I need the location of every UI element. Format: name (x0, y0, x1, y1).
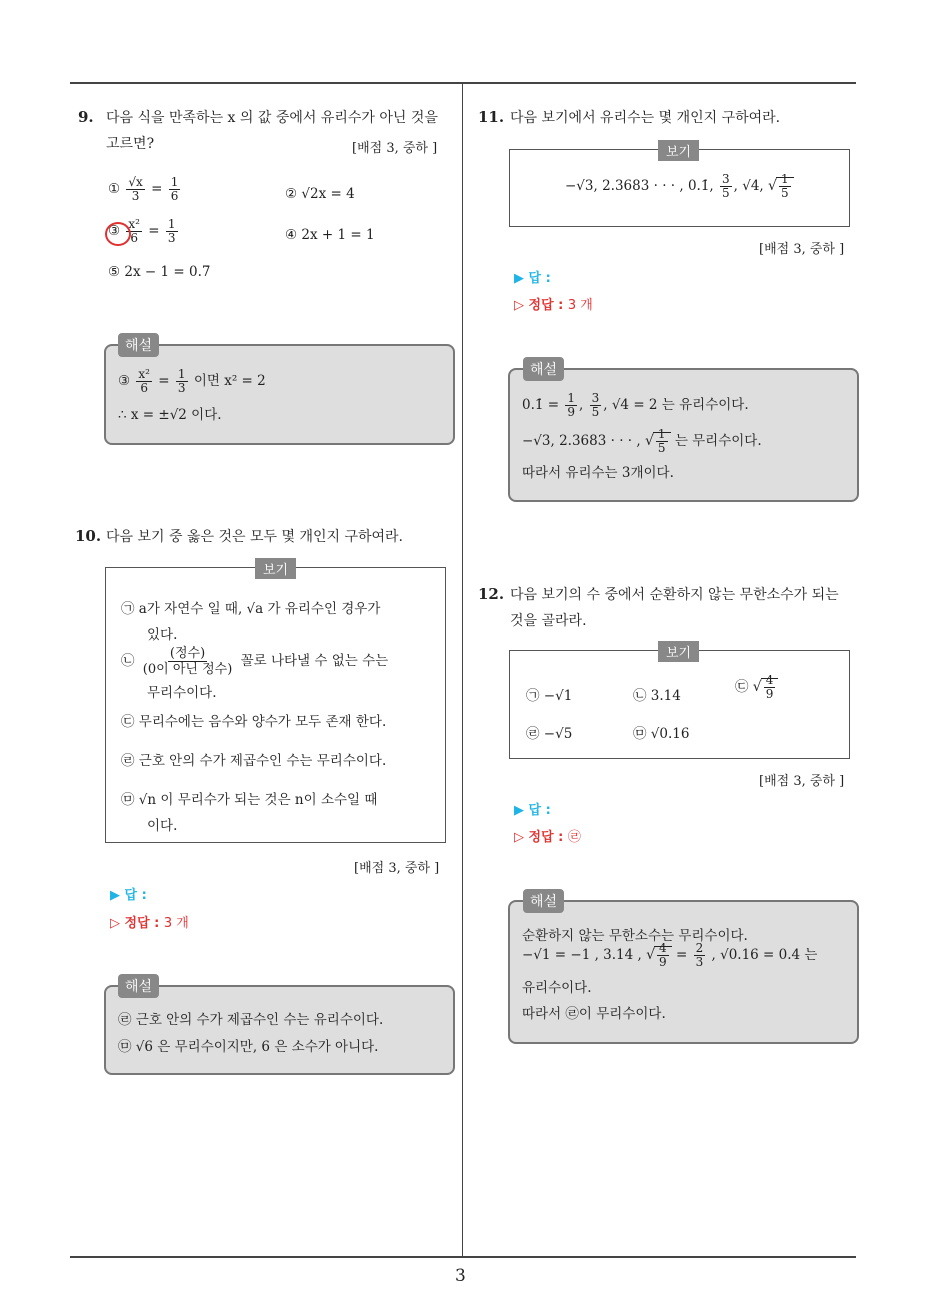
answer-circle-icon (105, 222, 131, 246)
q12-solution-line1: 순환하지 않는 무한소수는 무리수이다. (522, 928, 748, 944)
q10-number: 10. (75, 527, 102, 545)
q12-item-d: ㉣ −√5 (526, 726, 573, 742)
q12-bogi-label: 보기 (658, 641, 699, 662)
q10-bogi-label: 보기 (255, 558, 296, 579)
q9-solution-line2: ∴ x = ±√2 이다. (118, 407, 222, 423)
q11-answer-label: ▶ 답 : (514, 271, 551, 286)
q9-option-4[interactable]: ④ 2x + 1 = 1 (285, 227, 375, 243)
q11-solution-line3: 따라서 유리수는 3개이다. (522, 465, 674, 481)
q9-option-3-mark: ③ (108, 223, 121, 239)
q9-solution-label: 해설 (118, 333, 159, 357)
page-number: 3 (455, 1266, 466, 1286)
q12-correct: ▷ 정답 : ㉣ (514, 830, 581, 845)
q11-score: [배점 3, 중하 ] (759, 242, 845, 257)
q9-option-2[interactable]: ② √2x = 4 (285, 186, 355, 202)
q10-score: [배점 3, 중하 ] (354, 861, 440, 876)
q12-solution-label: 해설 (523, 889, 564, 913)
q11-number: 11. (478, 108, 505, 126)
q10-item-a-cont: 있다. (147, 627, 178, 643)
q10-item-c: ㉢ 무리수에는 음수와 양수가 모두 존재 한다. (121, 714, 387, 730)
q12-solution-line3: 유리수이다. (522, 980, 592, 996)
q12-answer-label: ▶ 답 : (514, 803, 551, 818)
q12-solution-line4: 따라서 ㉣이 무리수이다. (522, 1006, 666, 1022)
q11-bogi-label: 보기 (658, 140, 699, 161)
q10-item-b-cont: 무리수이다. (147, 685, 217, 701)
q9-number: 9. (78, 108, 94, 126)
q12-item-e: ㉤ √0.16 (633, 726, 690, 742)
q9-text-line2: 고르면? (106, 136, 155, 152)
q9-option-5[interactable]: ⑤ 2x − 1 = 0.7̇ (108, 264, 211, 280)
q12-item-c: ㉢ √ $\frac{4}{9}$ (735, 674, 778, 701)
top-rule (70, 82, 856, 84)
q12-bogi-box (509, 650, 850, 759)
q11-text: 다음 보기에서 유리수는 몇 개인지 구하여라. (510, 110, 781, 126)
bottom-rule (70, 1256, 856, 1258)
column-divider (462, 83, 463, 1257)
q10-item-b: ㉡ $\frac{\text{(정수)}}{\text{(0이 아닌 정수)}}$ 꼴로 나타낼 수 없는 수는 (121, 646, 389, 677)
q10-solution-line1: ㉣ 근호 안의 수가 제곱수인 수는 유리수이다. (118, 1012, 384, 1028)
q10-item-a: ㉠ a가 자연수 일 때, √a 가 유리수인 경우가 (121, 601, 381, 617)
q12-solution-box (508, 900, 859, 1044)
q10-solution-box (104, 985, 455, 1075)
q10-item-d: ㉣ 근호 안의 수가 제곱수인 수는 무리수이다. (121, 753, 387, 769)
q11-solution-label: 해설 (523, 357, 564, 381)
q10-solution-label: 해설 (118, 974, 159, 998)
q12-text-line2: 것을 골라라. (510, 613, 587, 629)
q10-solution-line2: ㉤ √6 은 무리수이지만, 6 은 소수가 아니다. (118, 1039, 379, 1055)
q10-item-e: ㉤ √n 이 무리수가 되는 것은 n이 소수일 때 (121, 792, 378, 808)
q11-correct: ▷ 정답 : 3 개 (514, 298, 593, 313)
q9-option-3[interactable]: ③ $\frac{\text{x²}}{6}$ = $\frac{1}{3}$ (108, 217, 176, 245)
q10-text: 다음 보기 중 옳은 것은 모두 몇 개인지 구하여라. (106, 529, 404, 545)
q12-item-a: ㉠ −√1 (526, 688, 573, 704)
q10-answer-label: ▶ 답 : (110, 888, 147, 903)
q12-solution-line2: −√1 = −1 , 3.14 , √ $\frac{4}{9}$ = $\frac{2}{3}$ , √0.16 = 0.4 는 (522, 941, 818, 969)
q12-score: [배점 3, 중하 ] (759, 774, 845, 789)
q9-text-line1: 다음 식을 만족하는 x 의 값 중에서 유리수가 아닌 것을 (106, 110, 438, 126)
q11-solution-line2: −√3, 2.3683 · · · , √ $\frac{1}{5}$ 는 무리수이다. (522, 427, 762, 455)
q12-number: 12. (478, 585, 505, 603)
q11-bogi-content: −√3, 2.3683 · · · , 0.1̇, $\frac{3}{5}$ , √4, √ $\frac{1}{5}$ (565, 173, 794, 200)
q10-item-e-cont: 이다. (147, 818, 178, 834)
q10-correct: ▷ 정답 : 3 개 (110, 916, 189, 931)
q9-option-1[interactable]: ① $\frac{√x}{3}$ = $\frac{1}{6}$ (108, 175, 179, 203)
q12-text-line1: 다음 보기의 수 중에서 순환하지 않는 무한소수가 되는 (510, 587, 839, 603)
q9-score: [배점 3, 중하 ] (352, 141, 438, 156)
q11-solution-line1: 0.1̇ = $\frac{1}{9}$ , $\frac{3}{5}$ , √4 = 2 는 유리수이다. (522, 391, 749, 419)
q9-solution-line1: ③ $\frac{\text{x²}}{6}$ = $\frac{1}{3}$ 이면 x² = 2 (118, 367, 266, 395)
q12-item-b: ㉡ 3.14 (633, 688, 681, 704)
